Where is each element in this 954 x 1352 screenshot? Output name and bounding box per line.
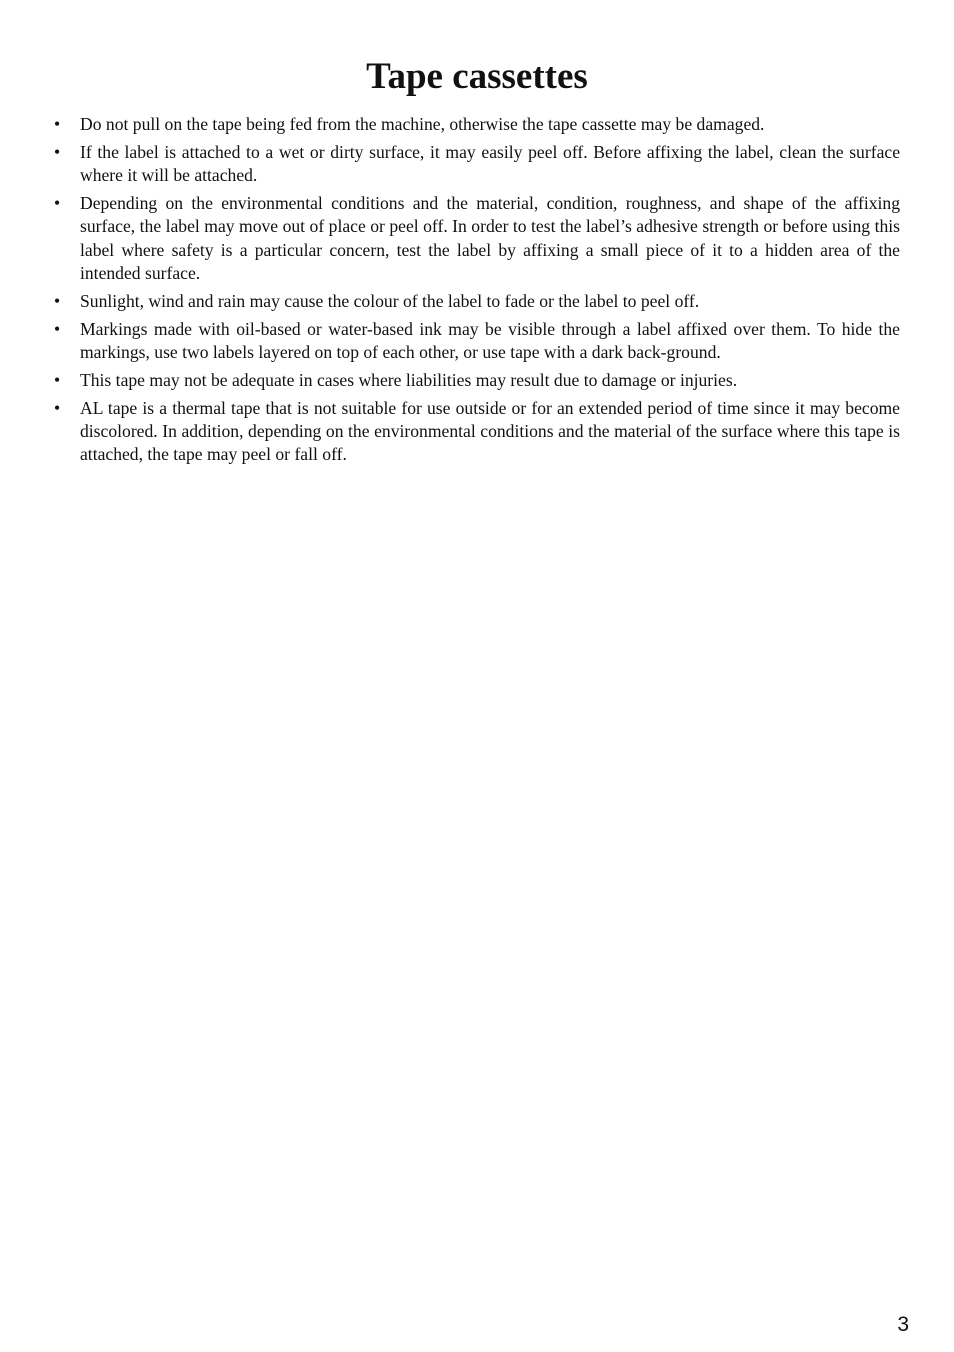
list-item-text: Do not pull on the tape being fed from the machine, otherwise the tape cassette may be damaged.	[80, 114, 765, 134]
bullet-icon: •	[54, 193, 61, 214]
bullet-icon: •	[54, 370, 61, 391]
list-item-text: Markings made with oil-based or water-based ink may be visible through a label affixed over them. To hide the markings, use two labels layered on top of each other, or use tape with a dark back-ground.	[80, 318, 900, 363]
bullet-icon: •	[54, 142, 61, 162]
bullet-icon: •	[54, 114, 61, 134]
list-item	[54, 397, 900, 467]
page-title: Tape cassettes	[366, 56, 588, 97]
list-item	[54, 192, 900, 285]
bullet-icon: •	[54, 290, 61, 311]
list-item-text: AL tape is a thermal tape that is not suitable for use outside or for an extended period of time since it may become discolored. In addition, depending on the environmental conditions and the material of the surface where this tape is attached, the tape may peel or fall off.	[80, 398, 900, 465]
list-item	[54, 318, 900, 364]
list-item-text: Depending on the environmental conditions and the material, condition, roughness, and shape of the affixing surface, the label may move out of place or peel off. In order to test the label’s adhesive strength or before using this label where safety is a particular concern, test the label by affixing a small piece of it to a hidden area of the intended surface.	[80, 193, 900, 283]
list-item	[54, 290, 900, 313]
list-item	[54, 369, 900, 392]
list-item-text: If the label is attached to a wet or dirty surface, it may easily peel off. Before affixing the label, clean the surface where it will be attached.	[80, 142, 900, 186]
page-number: 3	[897, 1313, 909, 1336]
list-item	[54, 141, 900, 187]
list-item-text: This tape may not be adequate in cases where liabilities may result due to damage or injuries.	[80, 370, 738, 391]
bullet-icon: •	[54, 318, 61, 339]
list-item-text: Sunlight, wind and rain may cause the colour of the label to fade or the label to peel off.	[80, 290, 700, 311]
list-item	[54, 113, 900, 136]
bullet-icon: •	[54, 398, 61, 419]
caution-list	[54, 113, 900, 471]
